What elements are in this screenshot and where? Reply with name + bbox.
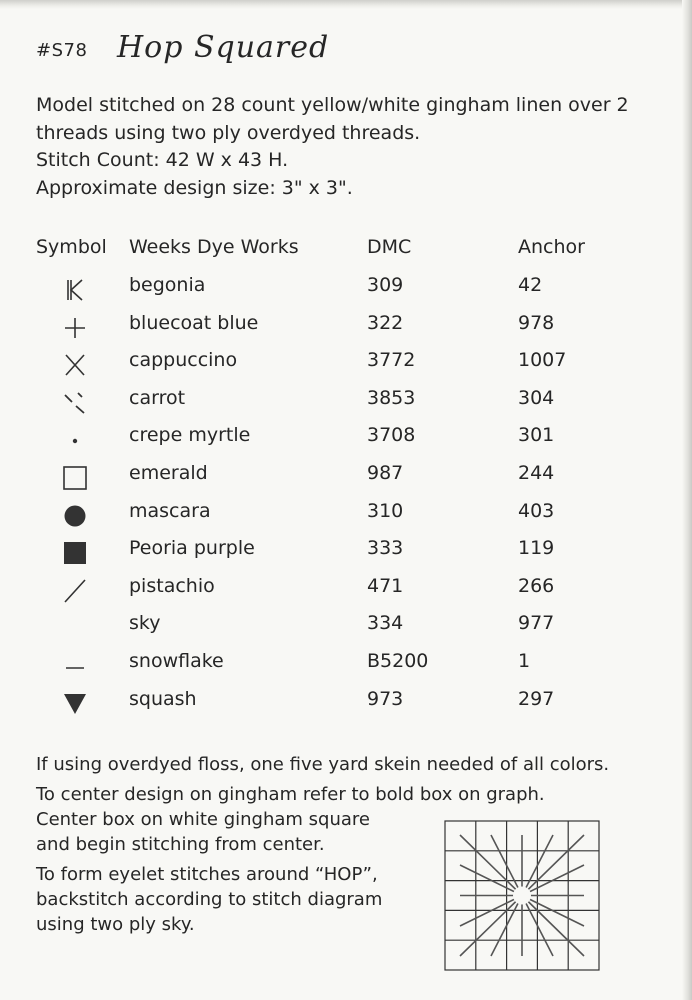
dmc-number: 973 (367, 687, 404, 710)
table-row (36, 347, 636, 385)
table-row (36, 648, 636, 686)
instruction-line: Center box on white gingham square (36, 809, 370, 830)
instruction-line: To form eyelet stitches around “HOP”, (36, 864, 378, 885)
down-triangle-icon (60, 690, 90, 718)
instruction-line: and begin stitching from center. (36, 834, 325, 855)
thread-name: begonia (129, 274, 206, 296)
table-row (36, 385, 636, 423)
header-weeks-dye-works: Weeks Dye Works (129, 236, 299, 258)
dmc-number: 3708 (367, 424, 416, 447)
x-icon (60, 351, 90, 379)
thread-name: mascara (129, 499, 211, 522)
instruction-line: using two ply sky. (36, 914, 195, 935)
open-square-icon (60, 464, 90, 492)
dmc-number: 987 (367, 461, 404, 484)
table-header (36, 234, 636, 272)
thread-name: sky (129, 612, 161, 635)
pattern-number: #S78 (36, 40, 88, 61)
anchor-number: 42 (518, 274, 543, 296)
thread-name: pistachio (129, 574, 215, 597)
intro-line: Model stitched on 28 count yellow/white gingham linen over 2 (36, 94, 629, 116)
dmc-number: 309 (367, 274, 404, 296)
instruction-line: If using overdyed floss, one five yard skein needed of all colors. (36, 754, 610, 775)
dmc-number: 334 (367, 612, 404, 635)
dmc-number: 3772 (367, 349, 416, 372)
dmc-number: 322 (367, 311, 404, 334)
dmc-number: B5200 (367, 649, 429, 672)
filled-square-icon (60, 539, 90, 567)
table-row (36, 422, 636, 460)
dot-icon (60, 426, 90, 454)
anchor-number: 403 (518, 499, 555, 522)
dmc-number: 310 (367, 499, 404, 522)
anchor-number: 977 (518, 612, 555, 635)
k-icon (60, 276, 90, 304)
anchor-number: 301 (518, 424, 555, 447)
thread-name: cappuccino (129, 349, 238, 372)
thread-name: Peoria purple (129, 537, 255, 560)
thread-name: snowflake (129, 649, 224, 672)
stitch-count: Stitch Count: 42 W x 43 H. (36, 149, 289, 171)
header-dmc: DMC (367, 236, 412, 258)
dmc-number: 333 (367, 537, 404, 560)
table-row (36, 610, 636, 648)
table-row (36, 460, 636, 498)
table-row (36, 498, 636, 536)
plus-icon (60, 314, 90, 342)
slash-icon (60, 577, 90, 605)
filled-circle-icon (60, 502, 90, 530)
eyelet-stitch-diagram-icon (443, 819, 601, 972)
intro-line: threads using two ply overdyed threads. (36, 121, 421, 144)
intro-text (36, 92, 676, 202)
table-row (36, 535, 636, 573)
thread-table (36, 234, 636, 723)
thread-name: bluecoat blue (129, 311, 259, 334)
table-row (36, 573, 636, 611)
anchor-number: 297 (518, 687, 555, 710)
header-anchor: Anchor (518, 236, 585, 258)
dash-icon (60, 652, 90, 680)
thread-name: crepe myrtle (129, 424, 251, 447)
anchor-number: 1 (518, 649, 531, 672)
anchor-number: 304 (518, 386, 555, 409)
paper-right-edge (682, 0, 692, 1000)
anchor-number: 244 (518, 461, 555, 484)
header-symbol: Symbol (36, 236, 107, 258)
pattern-title: Hop Squared (117, 30, 330, 65)
dashed-backslash-icon (60, 389, 90, 417)
thread-name: emerald (129, 461, 208, 484)
dmc-number: 471 (367, 574, 404, 597)
table-row (36, 686, 636, 724)
table-row (36, 310, 636, 348)
table-row (36, 272, 636, 310)
thread-name: squash (129, 687, 197, 710)
instruction-line: To center design on gingham refer to bold box on graph. (36, 784, 545, 805)
anchor-number: 978 (518, 311, 555, 334)
anchor-number: 1007 (518, 349, 567, 372)
anchor-number: 119 (518, 537, 555, 560)
paper-top-edge (0, 0, 692, 9)
anchor-number: 266 (518, 574, 555, 597)
dmc-number: 3853 (367, 386, 416, 409)
thread-name: carrot (129, 386, 186, 409)
design-size: Approximate design size: 3" x 3". (36, 176, 353, 199)
instruction-line: backstitch according to stitch diagram (36, 889, 383, 910)
